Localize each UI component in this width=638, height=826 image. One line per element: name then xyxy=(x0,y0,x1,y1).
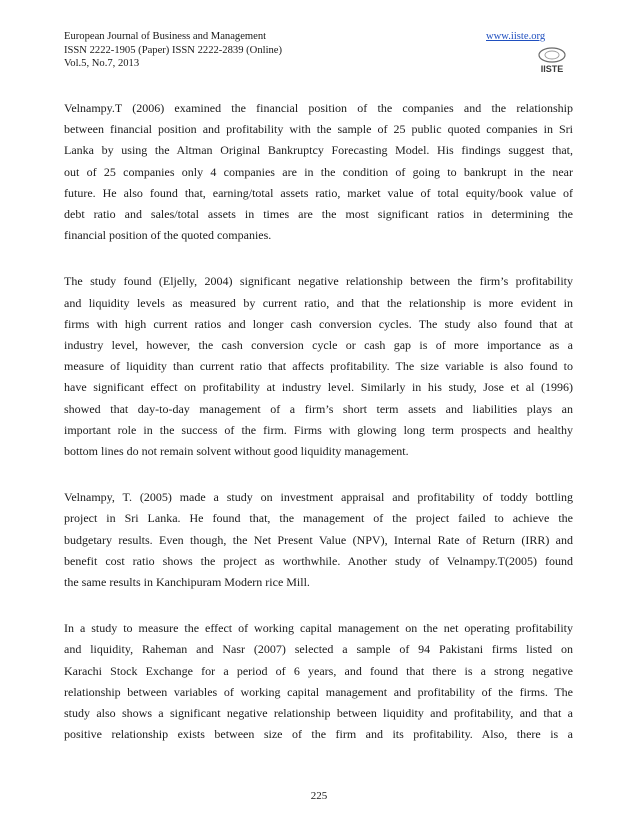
page-header xyxy=(64,30,574,90)
text-line: and liquidity, Raheman and Nasr (2007) selected a sample of 94 Pakistani firms listed on xyxy=(64,642,573,657)
text-line: project in Sri Lanka. He found that, the management of the project failed to achieve the xyxy=(64,511,573,526)
text-line: Velnampy, T. (2005) made a study on investment appraisal and profitability of toddy bottling xyxy=(64,490,573,505)
text-line: study also shows a significant negative relationship between liquidity and profitability, and that a xyxy=(64,706,573,721)
journal-info xyxy=(64,30,282,71)
paragraph-velnampy-2006 xyxy=(64,98,573,246)
text-line: Lanka by using the Altman Original Bankruptcy Forecasting Model. His findings suggest that, xyxy=(64,143,573,158)
text-line: measure of liquidity than current ratio that affects profitability. The size variable is also found to xyxy=(64,359,573,374)
text-line: The study found (Eljelly, 2004) significant negative relationship between the firm’s profitability xyxy=(64,274,573,289)
text-line: industry level, however, the cash conversion cycle or cash gap is of more importance as a xyxy=(64,338,573,353)
text-line: have significant effect on profitability at industry level. Similarly in his study, Jose et al (1996) xyxy=(64,380,573,395)
text-line: between financial position and profitability with the sample of 25 public quoted companies in Sri xyxy=(64,122,573,137)
page-number: 225 xyxy=(310,790,328,802)
text-line: Karachi Stock Exchange for a period of 6 years, and found that there is a strong negative xyxy=(64,663,573,678)
text-line: future. He also found that, earning/total assets ratio, market value of total equity/book value of xyxy=(64,185,573,200)
text-line: Velnampy.T (2006) examined the financial position of the companies and the relationship xyxy=(64,101,573,115)
logo-lettering: IISTE xyxy=(540,64,564,74)
iiste-logo-icon xyxy=(536,46,568,74)
journal-volume: Vol.5, No.7, 2013 xyxy=(64,58,140,69)
text-line: positive relationship exists between size of the firm and its profitability. Also, there is a xyxy=(64,727,573,742)
journal-url-link[interactable]: www.iiste.org xyxy=(486,31,546,42)
text-line: firms with high current ratios and longer cash conversion cycles. The study also found that at xyxy=(64,316,573,331)
text-line: relationship between variables of working capital management and profitability of the firms. The xyxy=(64,684,573,699)
text-line: important role in the success of the firm. Firms with glowing long term prospects and healthy xyxy=(64,422,573,437)
text-line: the same results in Kanchipuram Modern rice Mill. xyxy=(64,575,310,590)
text-line: out of 25 companies only 4 companies are in the condition of going to bankrupt in the near xyxy=(64,164,573,179)
paragraph-eljelly-2004 xyxy=(64,271,573,462)
text-line: showed that day-to-day management of a firm’s short term assets and liabilities plays an xyxy=(64,401,573,416)
text-line: bottom lines do not remain solvent without good liquidity management. xyxy=(64,444,409,459)
paragraph-velnampy-2005 xyxy=(64,487,573,593)
text-line: benefit cost ratio shows the project as worthwhile. Another study of Velnampy.T(2005) found xyxy=(64,553,573,568)
journal-title: European Journal of Business and Management xyxy=(64,31,267,42)
text-line: budgetary results. Even though, the Net Present Value (NPV), Internal Rate of Return (IRR) and xyxy=(64,532,573,547)
paragraph-raheman-nasr-2007 xyxy=(64,618,573,745)
article-body xyxy=(64,98,573,770)
text-line: financial position of the quoted companies. xyxy=(64,228,272,243)
text-line: debt ratio and sales/total assets in times are the most significant ratios in determining the xyxy=(64,207,573,222)
journal-issn: ISSN 2222-1905 (Paper) ISSN 2222-2839 (Online) xyxy=(64,44,283,56)
text-line: In a study to measure the effect of working capital management on the net operating profitability xyxy=(64,621,573,636)
text-line: and liquidity levels as measured by current ratio, and that the relationship is more evident in xyxy=(64,295,573,310)
